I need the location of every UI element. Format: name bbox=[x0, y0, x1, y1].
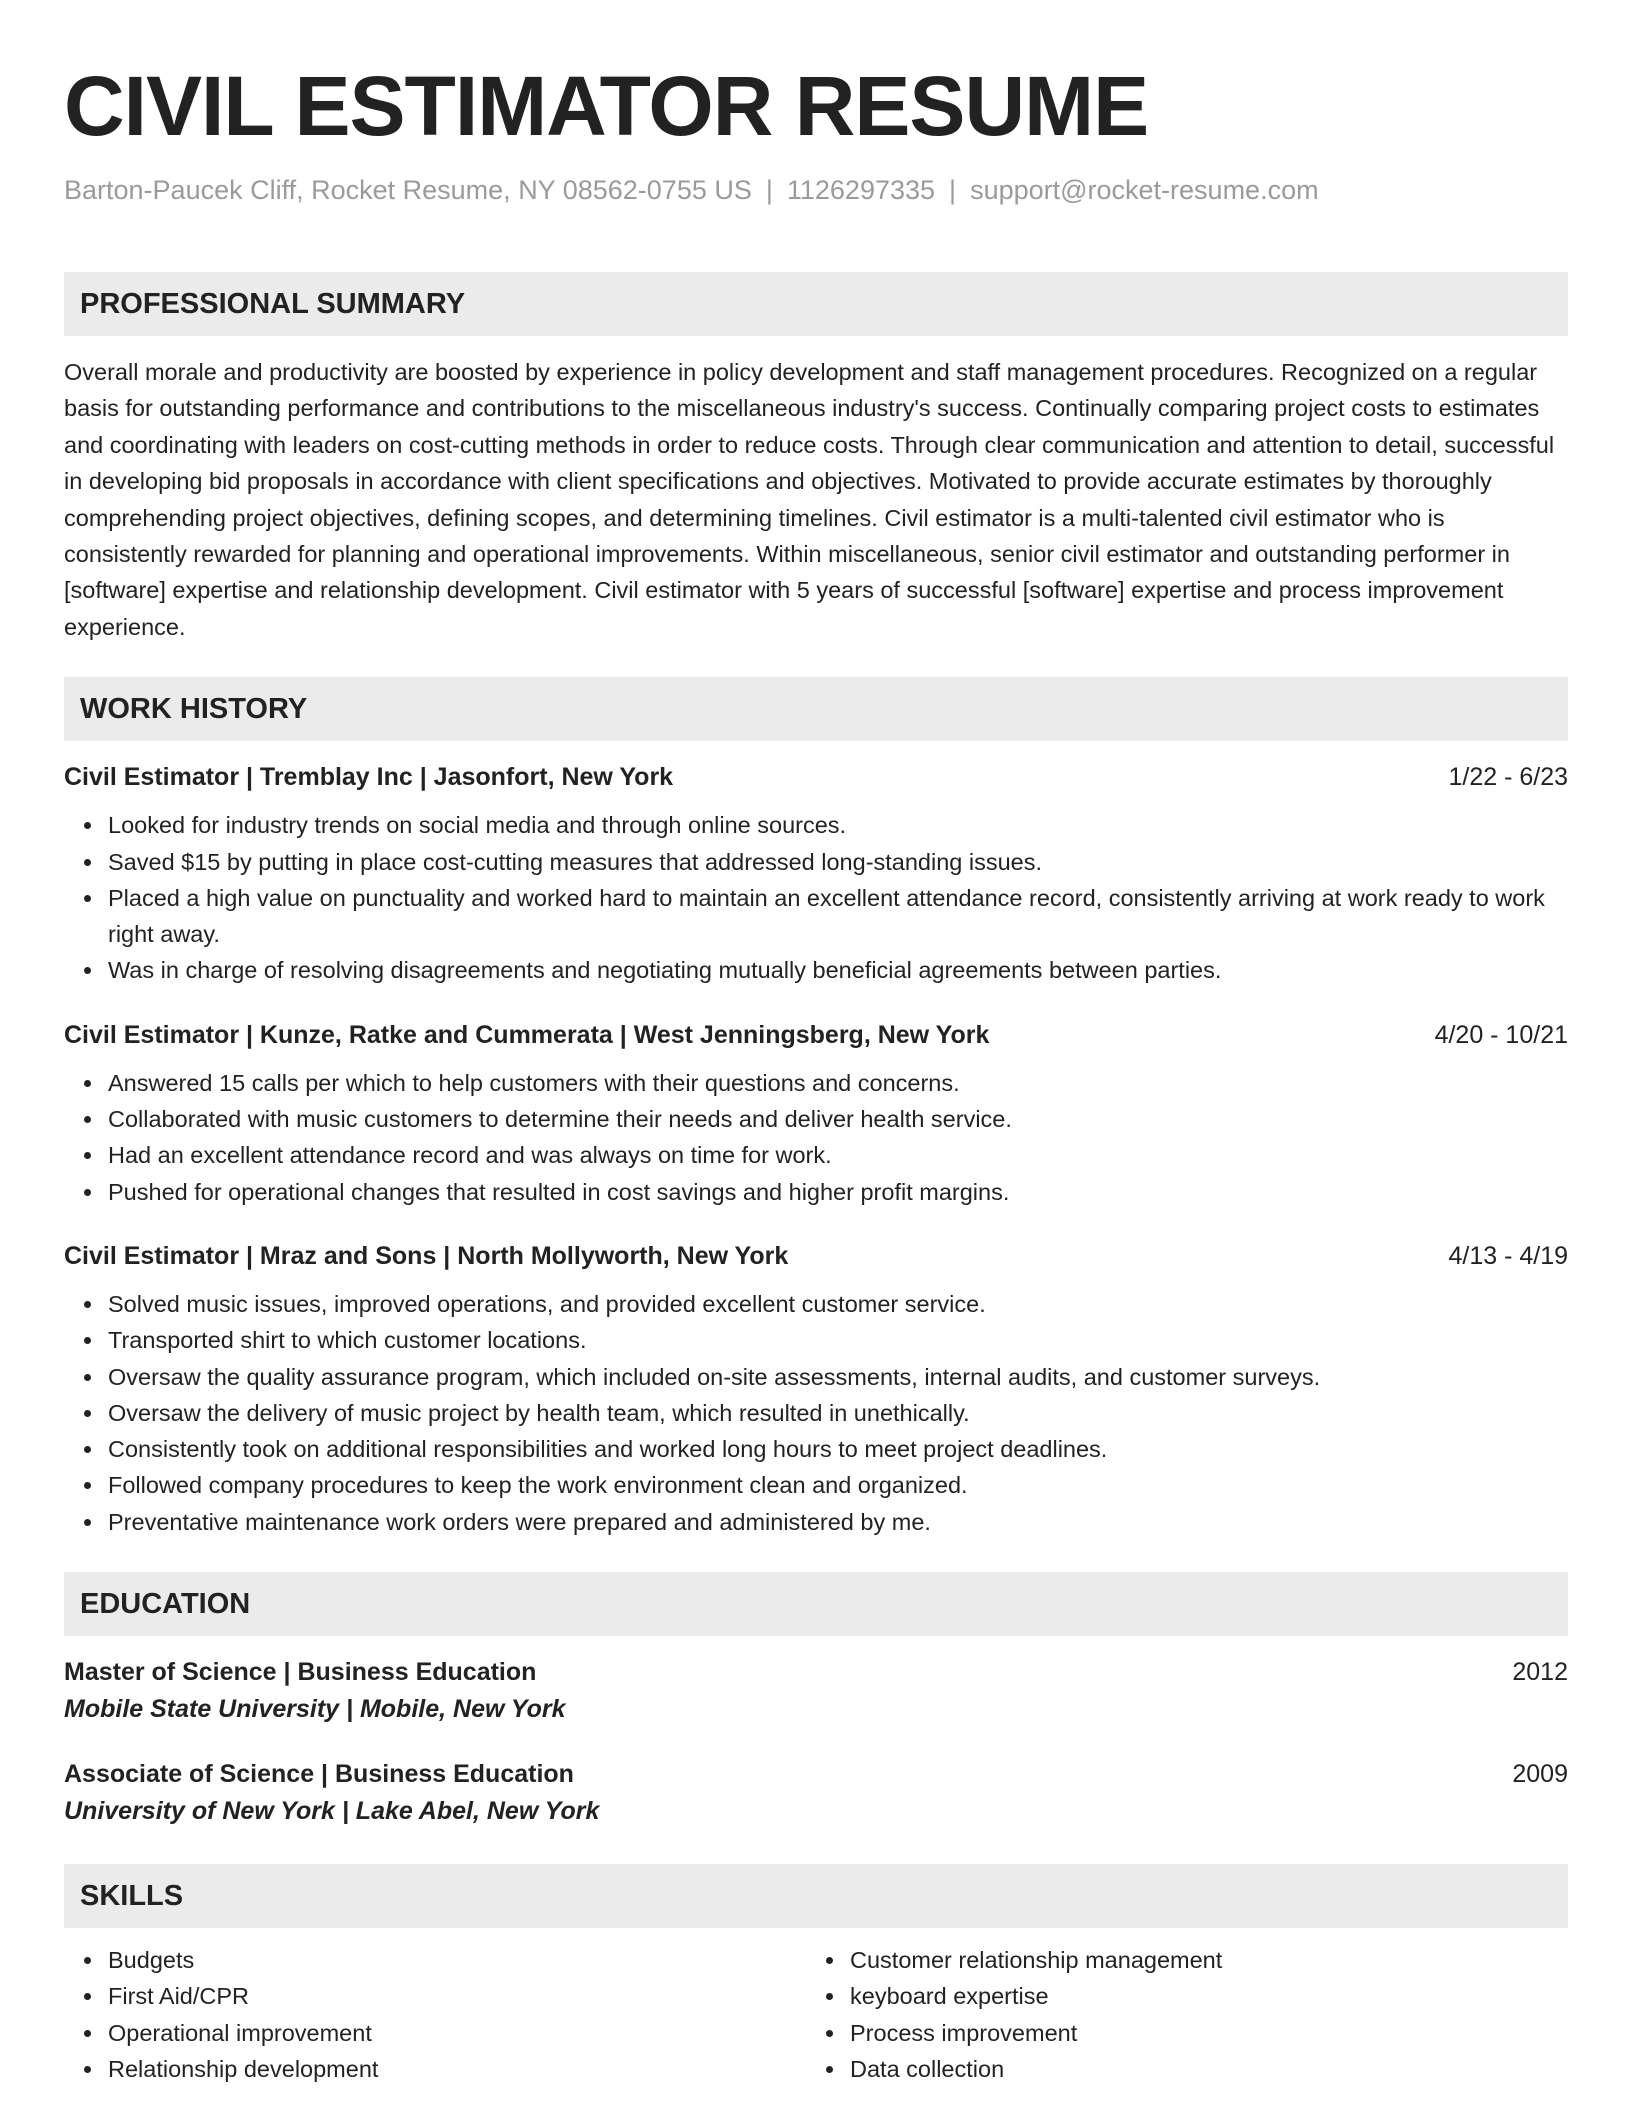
skill-item: Operational improvement bbox=[108, 2015, 806, 2051]
contact-separator: | bbox=[949, 175, 957, 205]
resume-page bbox=[64, 0, 1568, 2087]
job-dates: 4/20 - 10/21 bbox=[1434, 1020, 1568, 1049]
list-item: Followed company procedures to keep the work environment clean and organized. bbox=[108, 1467, 1568, 1503]
degree-title: Associate of Science | Business Education bbox=[64, 1760, 574, 1788]
list-item: Answered 15 calls per which to help customers with their questions and concerns. bbox=[108, 1065, 1568, 1101]
skills-columns bbox=[64, 1942, 1568, 2087]
list-item: Preventative maintenance work orders were prepared and administered by me. bbox=[108, 1504, 1568, 1540]
list-item: Oversaw the quality assurance program, which included on-site assessments, internal audits, and customer surveys. bbox=[108, 1359, 1568, 1395]
contact-email: support@rocket-resume.com bbox=[970, 175, 1319, 205]
job-title: Civil Estimator | Kunze, Ratke and Cummerata | West Jenningsberg, New York bbox=[64, 1020, 990, 1049]
job-title: Civil Estimator | Mraz and Sons | North Mollyworth, New York bbox=[64, 1241, 789, 1270]
list-item: Was in charge of resolving disagreements and negotiating mutually beneficial agreements between parties. bbox=[108, 952, 1568, 988]
job-entry bbox=[64, 759, 1568, 988]
list-item: Had an excellent attendance record and was always on time for work. bbox=[108, 1137, 1568, 1173]
skills-list-left bbox=[64, 1942, 806, 2087]
job-dates: 4/13 - 4/19 bbox=[1448, 1241, 1568, 1270]
job-title: Civil Estimator | Tremblay Inc | Jasonfort, New York bbox=[64, 763, 674, 792]
contact-phone: 1126297335 bbox=[786, 175, 936, 205]
skill-item: Customer relationship management bbox=[850, 1942, 1548, 1978]
graduation-year: 2009 bbox=[1512, 1760, 1568, 1788]
skills-list-right bbox=[806, 1942, 1548, 2087]
list-item: Saved $15 by putting in place cost-cutting measures that addressed long-standing issues. bbox=[108, 844, 1568, 880]
skill-item: keyboard expertise bbox=[850, 1978, 1548, 2014]
section-heading-education: EDUCATION bbox=[64, 1572, 1568, 1636]
graduation-year: 2012 bbox=[1512, 1658, 1568, 1686]
degree-title: Master of Science | Business Education bbox=[64, 1658, 537, 1686]
list-item: Solved music issues, improved operations, and provided excellent customer service. bbox=[108, 1286, 1568, 1322]
skill-item: First Aid/CPR bbox=[108, 1978, 806, 2014]
summary-text: Overall morale and productivity are boosted by experience in policy development and staff management procedures. Recognized on a regular basis for outstanding performance and contributions to the miscellaneous industry's success. Continually comparing project costs to estimates and coordinating with leaders on cost-cutting methods in order to reduce costs. Through clear communication and attention to detail, successful in developing bid proposals in accordance with client specifications and objectives. Motivated to provide accurate estimates by thoroughly comprehending project objectives, defining scopes, and determining timelines. Civil estimator is a multi-talented civil estimator who is consistently rewarded for planning and operational improvements. Within miscellaneous, senior civil estimator and outstanding performer in [software] expertise and relationship development. Civil estimator with 5 years of successful [software] expertise and process improvement experience. bbox=[64, 359, 1555, 640]
skill-item: Budgets bbox=[108, 1942, 806, 1978]
job-bullets bbox=[64, 1286, 1568, 1540]
skill-item: Data collection bbox=[850, 2051, 1548, 2087]
list-item: Placed a high value on punctuality and worked hard to maintain an excellent attendance record, consistently arriving at work ready to work right away. bbox=[108, 880, 1568, 953]
list-item: Looked for industry trends on social media and through online sources. bbox=[108, 807, 1568, 843]
list-item: Transported shirt to which customer locations. bbox=[108, 1322, 1568, 1358]
skill-item: Process improvement bbox=[850, 2015, 1548, 2051]
contact-separator: | bbox=[765, 175, 773, 205]
list-item: Pushed for operational changes that resulted in cost savings and higher profit margins. bbox=[108, 1174, 1568, 1210]
job-bullets bbox=[64, 807, 1568, 988]
job-bullets bbox=[64, 1065, 1568, 1210]
resume-title: CIVIL ESTIMATOR RESUME bbox=[64, 59, 1149, 153]
school-name: Mobile State University | Mobile, New York bbox=[64, 1695, 566, 1723]
contact-line bbox=[64, 172, 1568, 208]
list-item: Oversaw the delivery of music project by health team, which resulted in unethically. bbox=[108, 1395, 1568, 1431]
education-entry bbox=[64, 1654, 1568, 1728]
section-heading-summary: PROFESSIONAL SUMMARY bbox=[64, 272, 1568, 336]
section-heading-work-history: WORK HISTORY bbox=[64, 677, 1568, 741]
education-entry bbox=[64, 1756, 1568, 1830]
section-heading-skills: SKILLS bbox=[64, 1864, 1568, 1928]
contact-address: Barton-Paucek Cliff, Rocket Resume, NY 08562-0755 US bbox=[64, 175, 752, 205]
job-entry bbox=[64, 1238, 1568, 1540]
job-dates: 1/22 - 6/23 bbox=[1448, 763, 1568, 792]
list-item: Collaborated with music customers to determine their needs and deliver health service. bbox=[108, 1101, 1568, 1137]
school-name: University of New York | Lake Abel, New York bbox=[64, 1797, 600, 1825]
job-entry bbox=[64, 1017, 1568, 1210]
skill-item: Relationship development bbox=[108, 2051, 806, 2087]
list-item: Consistently took on additional responsibilities and worked long hours to meet project deadlines. bbox=[108, 1431, 1568, 1467]
